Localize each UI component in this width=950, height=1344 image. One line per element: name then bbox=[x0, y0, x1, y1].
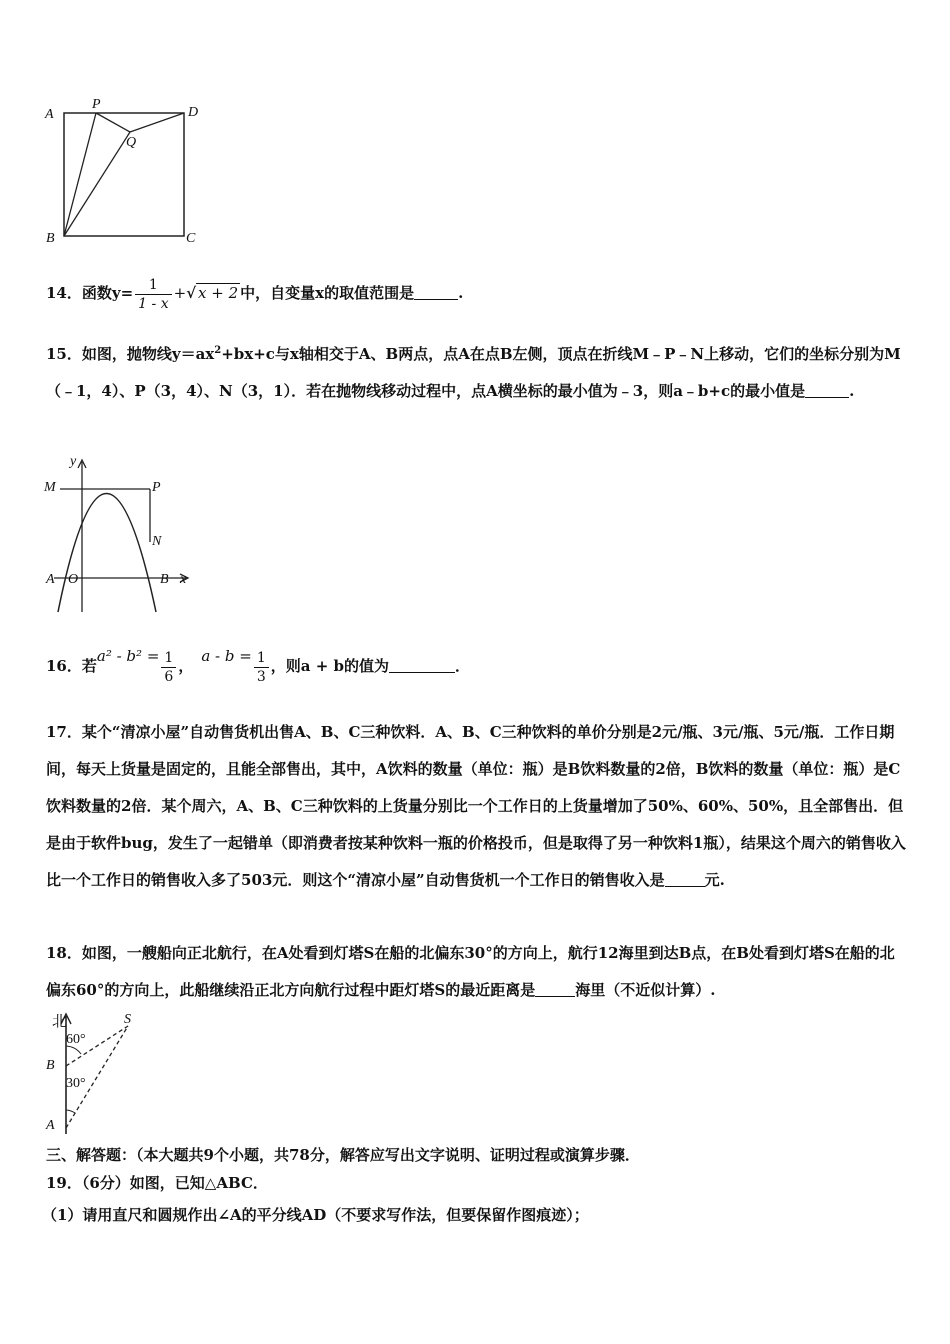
label-m: M bbox=[44, 480, 56, 495]
q16-number: 16．若 bbox=[46, 657, 97, 675]
q14-frac-den: 1 - x bbox=[138, 295, 169, 312]
segment-qd bbox=[130, 113, 184, 132]
question-17 bbox=[46, 714, 908, 899]
q14-number: 14． bbox=[46, 284, 82, 302]
q16-end: ． bbox=[454, 657, 470, 675]
q16-f1-num: 1 bbox=[161, 649, 176, 668]
q18-end: 海里（不近似计算）. bbox=[575, 981, 716, 999]
q14-answer-blank bbox=[414, 283, 458, 300]
question-19-title: 19．（6分）如图，已知△ABC． bbox=[46, 1174, 268, 1192]
label-a: A bbox=[46, 1118, 55, 1133]
label-s: S bbox=[124, 1012, 131, 1027]
label-b: B bbox=[46, 231, 55, 246]
question-18 bbox=[46, 935, 908, 1009]
label-x: x bbox=[180, 572, 187, 587]
question-15 bbox=[46, 336, 908, 410]
q18-number: 18． bbox=[46, 944, 82, 962]
q16-fraction-2 bbox=[254, 649, 269, 686]
q16-comma: ， bbox=[178, 657, 194, 675]
parabola-curve bbox=[58, 494, 156, 613]
q15-number: 15． bbox=[46, 345, 82, 363]
q14-fraction bbox=[135, 276, 171, 313]
q14-sqrt-body: x + 2 bbox=[198, 284, 239, 302]
q15-text-a: 如图，抛物线y＝ax bbox=[81, 345, 215, 363]
ship-figure bbox=[40, 1010, 150, 1138]
label-p: P bbox=[92, 97, 101, 112]
q16-f1-den: 6 bbox=[164, 668, 174, 685]
question-19-part-1: （1）请用直尺和圆规作出∠A的平分线AD（不要求写作法，但要保留作图痕迹）； bbox=[42, 1206, 589, 1224]
q14-plus: + bbox=[173, 284, 187, 302]
segment-bp bbox=[64, 113, 96, 236]
q14-frac-num: 1 bbox=[135, 276, 171, 295]
label-b: B bbox=[160, 572, 169, 587]
label-a: A bbox=[46, 572, 55, 587]
label-q: Q bbox=[126, 135, 137, 150]
label-y: y bbox=[70, 454, 77, 469]
label-angle-60: 60° bbox=[66, 1032, 86, 1047]
q16-fraction-1 bbox=[161, 649, 176, 686]
square-abcd bbox=[64, 113, 184, 236]
q16-expr1: a² - b² = bbox=[96, 647, 160, 665]
q16-f2-den: 3 bbox=[256, 668, 266, 685]
q17-answer-blank bbox=[665, 870, 705, 887]
question-16 bbox=[46, 636, 908, 696]
q18-text: 如图，一艘船向正北航行，在A处看到灯塔S在船的北偏东30°的方向上，航行12海里到达B点，在B处看到灯塔S在船的北偏东60°的方向上，此船继续沿正北方向航行过程中距灯塔S的最近距离是 bbox=[46, 944, 895, 999]
label-p: P bbox=[152, 480, 161, 495]
q16-f2-num: 1 bbox=[254, 649, 269, 668]
angle-arc-30 bbox=[66, 1110, 75, 1113]
q15-end: . bbox=[849, 382, 855, 400]
segment-pq bbox=[96, 113, 130, 132]
square-figure bbox=[40, 95, 210, 255]
parabola-figure bbox=[40, 452, 200, 617]
label-c: C bbox=[186, 231, 196, 246]
section-3-heading: 三、解答题：（本大题共9个小题，共78分，解答应写出文字说明、证明过程或演算步骤． bbox=[46, 1146, 640, 1164]
question-14: 14．函数y= $\frac{1}{1 - x}$ +√ x + 2 中，自变量x的取值范围是 . bbox=[46, 276, 464, 312]
q15-superscript: 2 bbox=[214, 345, 222, 356]
q17-text: 某个“清凉小屋”自动售货机出售A、B、C三种饮料．A、B、C三种饮料的单价分别是2元/瓶、3元/瓶、5元/瓶．工作日期间，每天上货量是固定的，且能全部售出，其中，A饮料的数量（单位：瓶）是B饮料数量的2倍，B饮料的数量（单位：瓶）是C饮料数量的2倍．某个周六，A、B、C三种饮料的上货量分别比一个工作日的上货量增加了50%、60%、50%，且全部售出．但是由于软件bug，发生了一起错单（即消费者按某种饮料一瓶的价格投币，但是取得了另一种饮料1瓶），结果这个周六的销售收入比一个工作日的销售收入多了503元．则这个“清凉小屋”自动售货机一个工作日的销售收入是 bbox=[46, 723, 906, 889]
q16-expr2: a - b = bbox=[201, 647, 252, 665]
label-n: N bbox=[152, 534, 162, 549]
q15-text-b: +bx+c与x轴相交于A、B两点，点A在点B左侧，顶点在折线M﹣P﹣N上移动，它们的坐标分别为M（﹣1，4）、P（3，4）、N（3，1）．若在抛物线移动过程中，点A横坐标的最小值为﹣3，则a﹣b+c的最小值是 bbox=[46, 345, 901, 400]
label-a: A bbox=[45, 107, 54, 122]
label-o: O bbox=[68, 572, 79, 587]
q14-prefix: 函数y= bbox=[81, 284, 134, 302]
q16-answer-blank bbox=[389, 656, 455, 673]
q14-end: . bbox=[458, 284, 464, 302]
q18-answer-blank bbox=[535, 980, 575, 997]
q16-text: ，则a + b的值为 bbox=[270, 657, 389, 675]
parabola-diagram bbox=[40, 452, 200, 617]
label-d: D bbox=[188, 105, 199, 120]
segment-bq bbox=[64, 132, 130, 236]
label-north: 北 bbox=[52, 1014, 68, 1030]
q14-suffix: 中，自变量x的取值范围是 bbox=[240, 284, 415, 302]
q17-number: 17． bbox=[46, 723, 82, 741]
label-b: B bbox=[46, 1058, 55, 1073]
q15-answer-blank bbox=[805, 381, 849, 398]
label-angle-30: 30° bbox=[66, 1076, 86, 1091]
square-diagram bbox=[40, 95, 210, 255]
q17-end: 元. bbox=[704, 871, 725, 889]
